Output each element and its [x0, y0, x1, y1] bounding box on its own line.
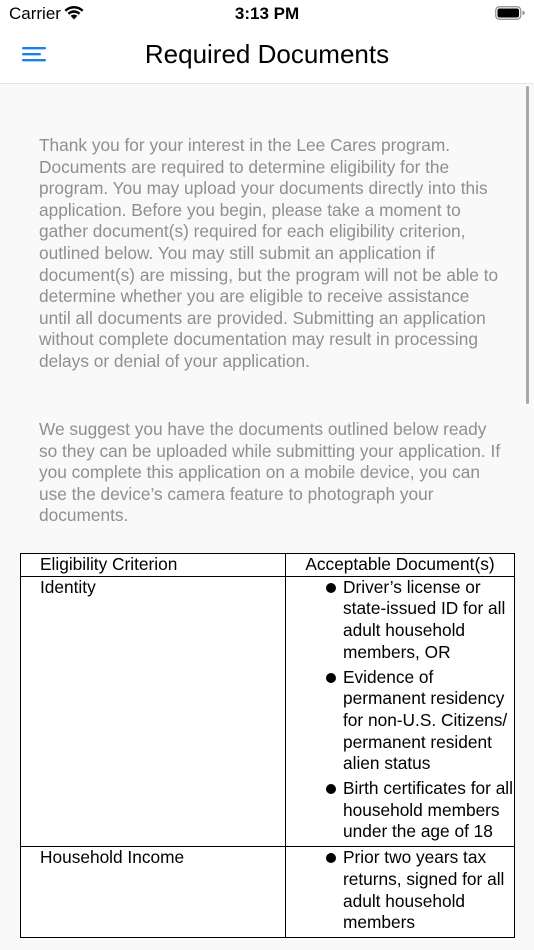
list-item: Prior two years tax returns, signed for all adult household members [322, 847, 514, 934]
scroll-indicator[interactable] [526, 86, 529, 404]
carrier-label: Carrier [9, 4, 61, 23]
criterion-cell: Identity [21, 576, 286, 846]
column-header-documents: Acceptable Document(s) [286, 554, 515, 577]
table-header-row [21, 554, 515, 577]
documents-cell [286, 576, 515, 846]
list-item: Birth certificates for all household members under the age of 18 [322, 778, 514, 843]
status-bar [0, 0, 534, 28]
page-title: Required Documents [144, 39, 390, 69]
scroll-content[interactable] [0, 84, 534, 950]
document-list [286, 847, 514, 934]
documents-cell [286, 847, 515, 938]
table-row [21, 576, 515, 846]
document-list [286, 577, 514, 843]
battery-icon [495, 6, 525, 20]
navigation-bar [0, 28, 534, 84]
table-row [21, 847, 515, 938]
status-time: 3:13 PM [234, 4, 300, 23]
column-header-criterion: Eligibility Criterion [21, 554, 286, 577]
list-item: Evidence of permanent residency for non-U.S. Citizens/ permanent resident alien status [322, 667, 514, 776]
list-item: Driver’s license or state-issued ID for all adult household members, OR [322, 577, 514, 664]
criterion-cell: Household Income [21, 847, 286, 938]
suggestion-paragraph: We suggest you have the documents outlined below ready so they can be uploaded while submitting your application. If you complete this application on a mobile device, you can use the device’s camera feature to photograph your documents. [39, 419, 501, 526]
documents-table [20, 553, 515, 938]
intro-paragraph: Thank you for your interest in the Lee Cares program. Documents are required to determine eligibility for the program. You may upload your documents directly into this application. Before you begin, please take a moment to gather document(s) required for each eligibility criterion, outlined below. You may still submit an application if document(s) are missing, but the program will not be able to determine whether you are eligible to receive assistance until all documents are provided. Submitting an application without complete documentation may result in processing delays or denial of your application. [39, 135, 499, 371]
